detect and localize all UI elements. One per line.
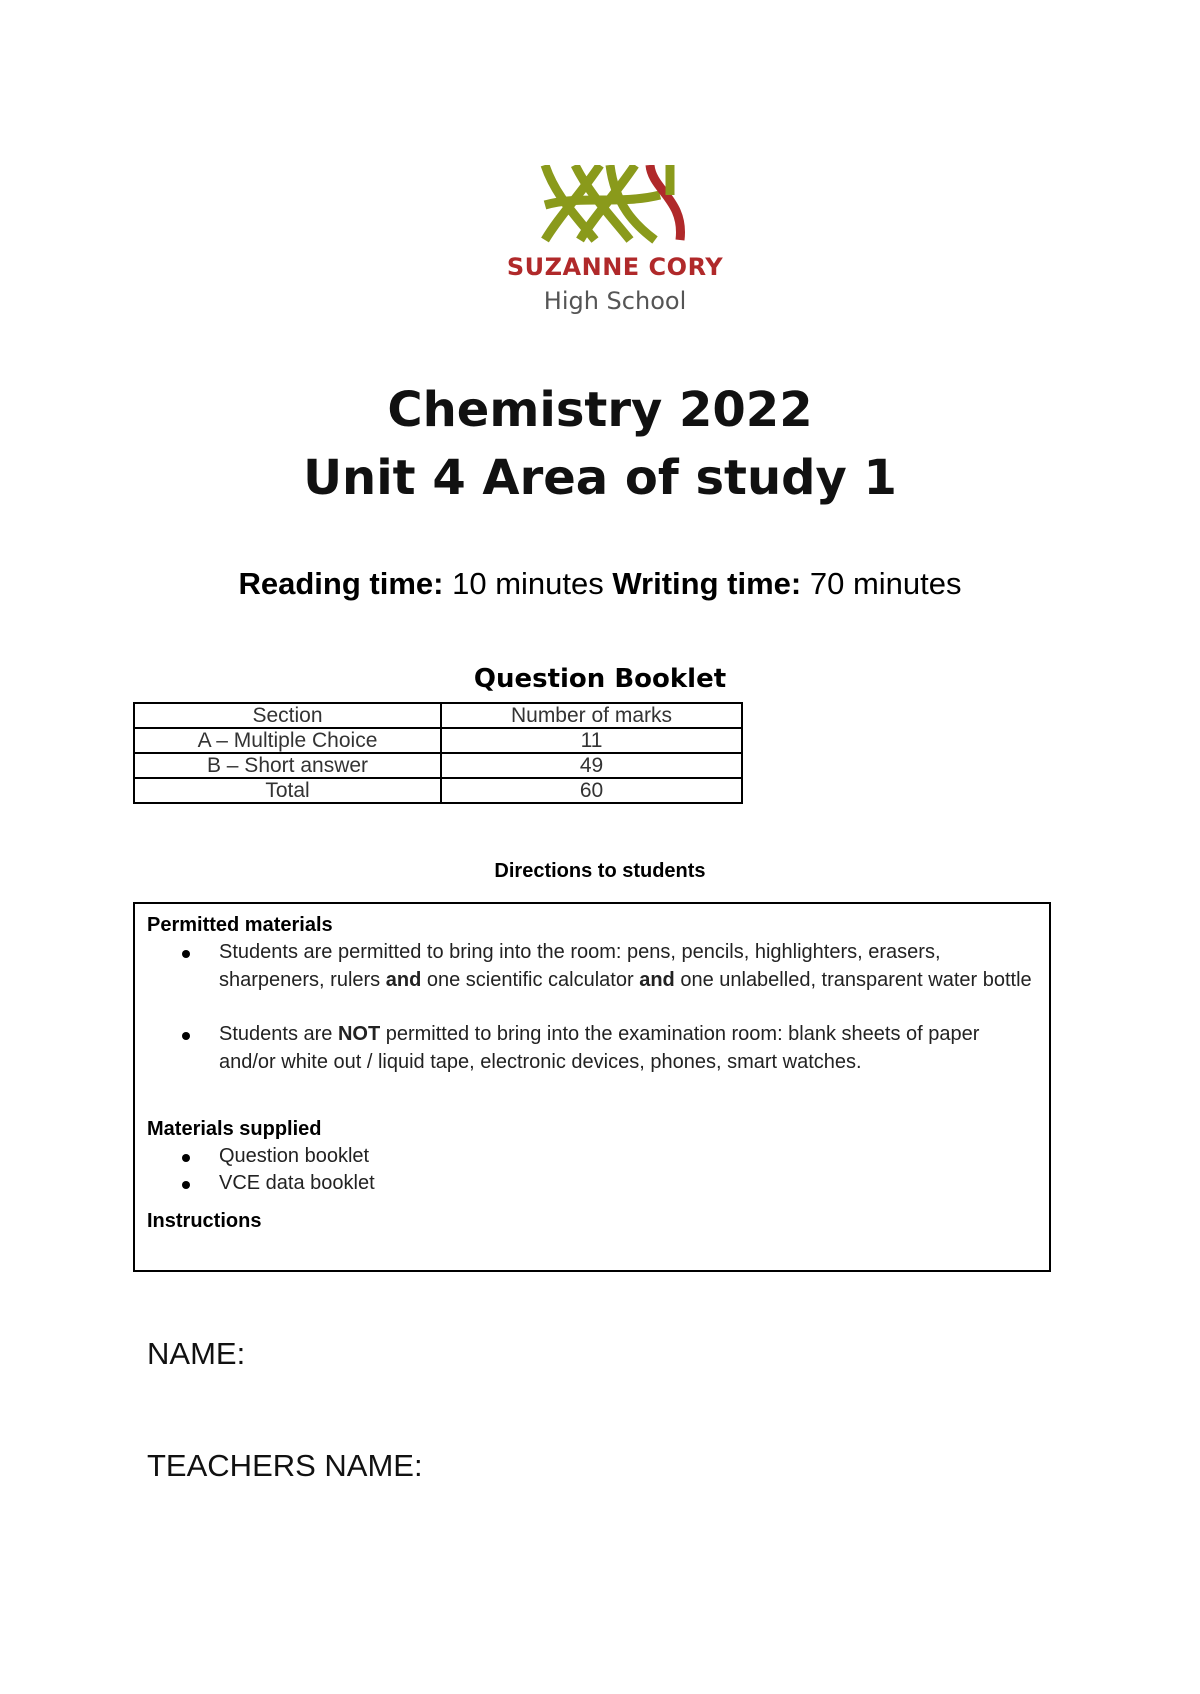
bullet-icon xyxy=(182,1154,190,1162)
table-cell: B – Short answer xyxy=(134,753,441,778)
text-segment: permitted to bring into the examination room: blank sheets of paper and/or white out / liquid tape, electronic devices, phones, smart watches. xyxy=(219,1023,980,1073)
bullet-icon xyxy=(182,950,190,958)
reading-time-value: 10 minutes xyxy=(452,566,604,601)
school-logo xyxy=(500,165,730,325)
bold-segment: and xyxy=(385,969,422,991)
table-header-cell: Number of marks xyxy=(441,703,742,728)
table-cell: Total xyxy=(134,778,441,803)
reading-time-label: Reading time: xyxy=(238,566,444,601)
school-emblem-icon xyxy=(540,165,690,245)
exam-title: Chemistry 2022 xyxy=(387,382,813,438)
supplied-item: VCE data booklet xyxy=(219,1172,375,1194)
supplied-item: Question booklet xyxy=(219,1145,370,1167)
table-cell: A – Multiple Choice xyxy=(134,728,441,753)
table-header-row xyxy=(134,703,742,728)
text-segment: one scientific calculator xyxy=(421,969,640,991)
writing-time-label: Writing time: xyxy=(612,566,802,601)
text-segment: Students are xyxy=(219,1023,338,1045)
bold-segment: NOT xyxy=(337,1023,381,1045)
table-cell: 11 xyxy=(441,728,742,753)
marks-table xyxy=(133,702,743,804)
exam-subtitle: Unit 4 Area of study 1 xyxy=(303,450,897,506)
teacher-name-label: TEACHERS NAME: xyxy=(147,1448,423,1483)
table-header-cell: Section xyxy=(134,703,441,728)
directions-box xyxy=(133,902,1051,1272)
instructions-heading: Instructions xyxy=(147,1210,262,1232)
school-subtitle: High School xyxy=(543,287,687,315)
writing-time-value: 70 minutes xyxy=(809,566,962,601)
table-row xyxy=(134,778,742,803)
booklet-title: Question Booklet xyxy=(473,664,727,694)
table-cell: 49 xyxy=(441,753,742,778)
name-label: NAME: xyxy=(147,1336,246,1371)
permitted-item xyxy=(219,1020,1039,1076)
bold-segment: and xyxy=(639,969,675,991)
materials-supplied-heading: Materials supplied xyxy=(147,1118,322,1140)
directions-title: Directions to students xyxy=(494,860,706,882)
school-name: SUZANNE CORY xyxy=(506,253,724,281)
text-segment: Students are permitted to bring into the room: pens, pencils, highlighters, erasers, sharpeners, rulers xyxy=(219,941,941,991)
exam-times xyxy=(0,566,1200,602)
permitted-item xyxy=(219,938,1039,994)
table-row xyxy=(134,753,742,778)
bullet-icon xyxy=(182,1181,190,1189)
text-segment: one unlabelled, transparent water bottle xyxy=(674,969,1032,991)
table-cell: 60 xyxy=(441,778,742,803)
table-row xyxy=(134,728,742,753)
bullet-icon xyxy=(182,1032,190,1040)
permitted-materials-heading: Permitted materials xyxy=(147,914,333,936)
